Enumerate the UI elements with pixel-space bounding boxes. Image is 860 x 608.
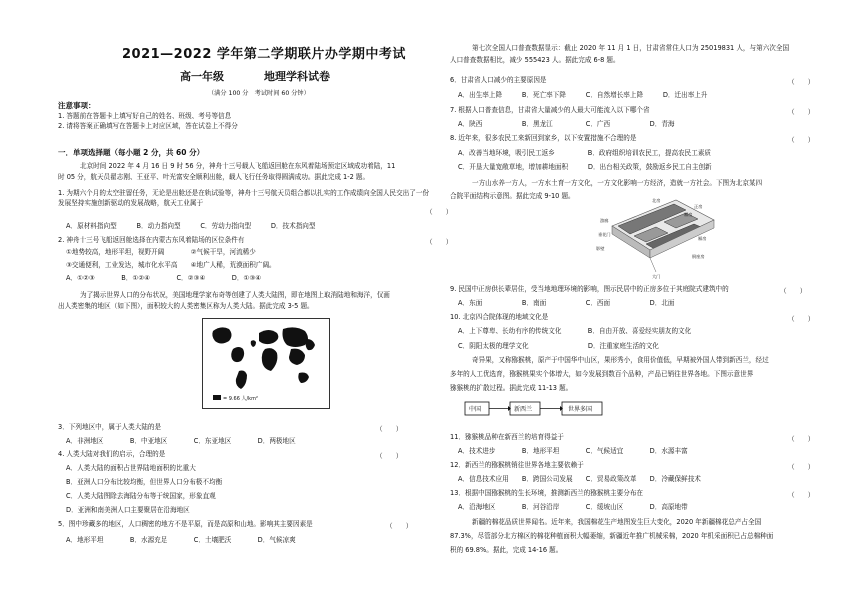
passage-line: 合院平面结构示意图。据此完成 9-10 题。: [450, 192, 575, 200]
flow-node: 中国: [469, 406, 482, 413]
answer-paren[interactable]: （ ）: [426, 208, 453, 216]
answer-paren[interactable]: （ ）: [376, 425, 403, 433]
answer-paren[interactable]: （ ）: [376, 452, 403, 460]
passage-line: 时 05 分，航天员翟志刚、王亚平、叶光富安全顺利出舱，载人飞行任务取得圆满成功。据此完成 1-2 题。: [58, 173, 370, 181]
options-13: A．沿海地区 B．河谷沿岸 C．缓坡山区 D．高原地带: [458, 503, 688, 511]
courtyard-label: 垂花门: [598, 232, 611, 237]
answer-paren[interactable]: （ ）: [426, 238, 453, 246]
courtyard-diagram: [594, 196, 718, 284]
options-11: A．技术进步 B．地形平坦 C．气候适宜 D．水源丰富: [458, 447, 688, 455]
passage-line: 第七次全国人口普查数据显示：截止 2020 年 11 月 1 日，甘肃省常住人口为 25019831 人，与第六次全国: [472, 44, 790, 52]
statement-line: ③交通便利，工业发达，城市化水平高 ④地广人稀，荒漠面积广阔。: [66, 261, 276, 269]
passage-line: 出人类密集的地区（如下图），面积较大的人类密集区称为人类大陆。据此完成 3-5 题。: [58, 302, 314, 310]
question-4: 4. 人类大陆对我们的启示，合理的是: [58, 450, 166, 458]
option-line: D．亚洲和南美洲人口主要聚居在沿海地区: [66, 506, 190, 514]
flow-svg: [464, 398, 624, 420]
options-1: A．原材料指向型 B．动力指向型 C．劳动力指向型 D．技术指向型: [66, 222, 316, 230]
courtyard-label: 倒座房: [692, 254, 705, 259]
answer-paren[interactable]: （ ）: [788, 78, 815, 86]
answer-paren[interactable]: （ ）: [788, 108, 815, 116]
passage-line: 一方山水养一方人，一方水土育一方文化，一方文化影响一方经济，造就一方社会。下图为北京某四: [472, 179, 763, 187]
question-11: 11．猕猴桃品种在新西兰的培育得益于: [450, 433, 564, 441]
option-line: C．人类大陆图除去海陆分布等于统国家，形象直观: [66, 492, 216, 500]
kiwi-flow-diagram: [464, 398, 624, 420]
question-5: 5．图中珍藏多的地区，人口稠密的地方不是平原，而是高原和山地。影响其主要因素是: [58, 520, 313, 528]
option-line: C．开垦大量宽敞草地，增加耕地面积 D．出台相关政策，鼓励返乡民工自主创新: [458, 163, 712, 171]
passage-line: 猕猴桃的扩散过程。据此完成 11-13 题。: [450, 384, 573, 392]
passage-line: 北京时间 2022 年 4 月 16 日 9 时 56 分，神舟十三号载人飞船返回舱在东风着陆场预定区域成功着陆，11: [80, 162, 396, 170]
answer-paren[interactable]: （ ）: [788, 136, 815, 144]
right-column: [450, 0, 850, 608]
question-10: 10. 北京四合院体现的地域文化是: [450, 313, 549, 321]
question-3: 3．下列地区中，属于人类大陆的是: [58, 423, 162, 431]
question-7: 7. 根据人口普查信息，甘肃省大量减少的人最大可能流入以下哪个省: [450, 106, 650, 114]
options-6: A．出生率上降 B．死亡率下降 C．自然增长率上降 D．迁出率上升: [458, 91, 708, 99]
options-9: A．东面 B．南面 C．西面 D．北面: [458, 299, 675, 307]
courtyard-label: 厢房: [684, 212, 693, 217]
courtyard-label: 正房: [694, 204, 703, 209]
courtyard-svg: [594, 196, 718, 284]
exam-meta: （满分 100 分 考试时间 60 分钟）: [208, 90, 310, 97]
question-2: 2. 神舟十三号飞船返回舱选择在内蒙古东风着陆场的区位条件有: [58, 236, 245, 244]
flow-node: 世界多国: [568, 406, 593, 413]
passage-line: 奇异果，又称猕猴桃，原产于中国华中山区，果形秀小，食用价值低，早期被外国人带到新西兰，经过: [472, 356, 769, 364]
statement-line: ①地势较高，地形平坦，视野开阔 ②气候干旱，河流稀少: [66, 248, 256, 256]
section-title: 一．单项选择题（每小题 2 分，共 60 分）: [58, 148, 205, 157]
map-legend: = 9.66 人/km²: [223, 396, 258, 402]
option-line: C．阴阳太极的理学文化 D．注重家庭生活的文化: [458, 342, 659, 350]
note-item: 1. 答题前在答题卡上填写好自己的姓名、班级、考号等信息: [58, 112, 232, 120]
question-1: 1. 为期六个月的太空驻留任务，无论是出舱还是在轨试验等，神舟十三号航天员组合都以扎实的工作成绩向全国人民交出了一份: [58, 189, 430, 197]
exam-title: 2021—2022 学年第二学期联片办学期中考试: [122, 47, 406, 62]
courtyard-label: 游廊: [600, 218, 609, 223]
left-column: [58, 0, 458, 608]
passage-line: 87.3%，尽管部分北方棉区的棉花种植面积大幅萎缩，新疆近年推广机械采棉，2020 年机采面积已占总棉种面: [450, 532, 774, 540]
passage-line: 多年的人工优选育，猕猴桃果实个体增大，如今发展到数百个品种，产品已销往世界各地。下图示意世界: [450, 370, 754, 378]
passage-line: 为了揭示世界人口的分布状况，美国地理学家布奇等创建了人类大陆图，即在地图上取消陆地和海洋，仅画: [80, 291, 390, 299]
option-line: A．上下尊卑、长幼有序的传统文化 B．自由开放、喜爱经实朋友的文化: [458, 327, 692, 335]
options-2: A．①②③ B．①②④ C．②③④ D．①③④: [66, 274, 262, 282]
map-svg: [203, 319, 329, 408]
answer-paren[interactable]: （ ）: [386, 522, 413, 530]
courtyard-label: 影壁: [596, 246, 605, 251]
passage-line: 新疆的棉花品质世界闻名。近年来，我国棉花生产地图发生巨大变化，2020 年新疆棉花总产占全国: [472, 518, 762, 526]
answer-paren[interactable]: （ ）: [788, 315, 815, 323]
answer-paren[interactable]: （ ）: [780, 287, 807, 295]
courtyard-label: 大门: [652, 274, 661, 279]
human-continent-map: [202, 318, 330, 409]
courtyard-label: 北房: [652, 198, 661, 203]
answer-paren[interactable]: （ ）: [788, 435, 815, 443]
answer-paren[interactable]: （ ）: [788, 463, 815, 471]
options-12: A．信息技术应用 B．跨国公司发展 C．贸易政策改革 D．冷藏保鲜技术: [458, 475, 701, 483]
question-8: 8. 近年来，很多农民工来新回到家乡，以下安置措施不合理的是: [450, 134, 637, 142]
question-12: 12．新西兰的猕猴桃销往世界各地主要依赖于: [450, 461, 584, 469]
question-13: 13．根据中国猕猴桃的生长环境，推测新西兰的猕猴桃主要分布在: [450, 489, 644, 497]
question-9: 9. 民国中正房供长辈居住，受当地地理环境的影响，图示民居中的正房多位于其庭院式建筑中的: [450, 285, 729, 293]
note-item: 2. 请将答案正确填写在答题卡上对应区域，答在试卷上不得分: [58, 122, 238, 130]
flow-node: 新西兰: [514, 406, 533, 413]
options-7: A．陕西 B．黑龙江 C．广西 D．青海: [458, 120, 675, 128]
question-1-stem: 发展坚持实施创新驱动的发展战略，航天工业属于: [58, 199, 204, 207]
subject-label: 地理学科试卷: [264, 70, 330, 83]
grade-label: 高一年级: [180, 70, 224, 83]
passage-line: 积的 69.8%。据此，完成 14-16 题。: [450, 546, 563, 554]
options-5: A．地形平坦 B．水源充足 C．土壤肥沃 D．气候凉爽: [66, 536, 296, 544]
notes-label: 注意事项：: [58, 101, 96, 110]
passage-line: 人口普查数据相比，减少 555423 人。据此完成 6-8 题。: [450, 56, 620, 64]
question-6: 6．甘肃省人口减少的主要原因是: [450, 76, 547, 84]
option-line: A．人类大陆的面积占世界陆地面积的比重大: [66, 464, 196, 472]
options-3: A．非洲地区 B．中亚地区 C．东亚地区 D．两极地区: [66, 437, 296, 445]
answer-paren[interactable]: （ ）: [788, 491, 815, 499]
option-line: B．亚洲人口分布比较均衡，但世界人口分布极不均衡: [66, 478, 223, 486]
courtyard-label: 厢房: [698, 236, 707, 241]
option-line: A．改善当地环境，吸引民工返乡 B．政府组织培训农民工，提高农民工素质: [458, 149, 712, 157]
